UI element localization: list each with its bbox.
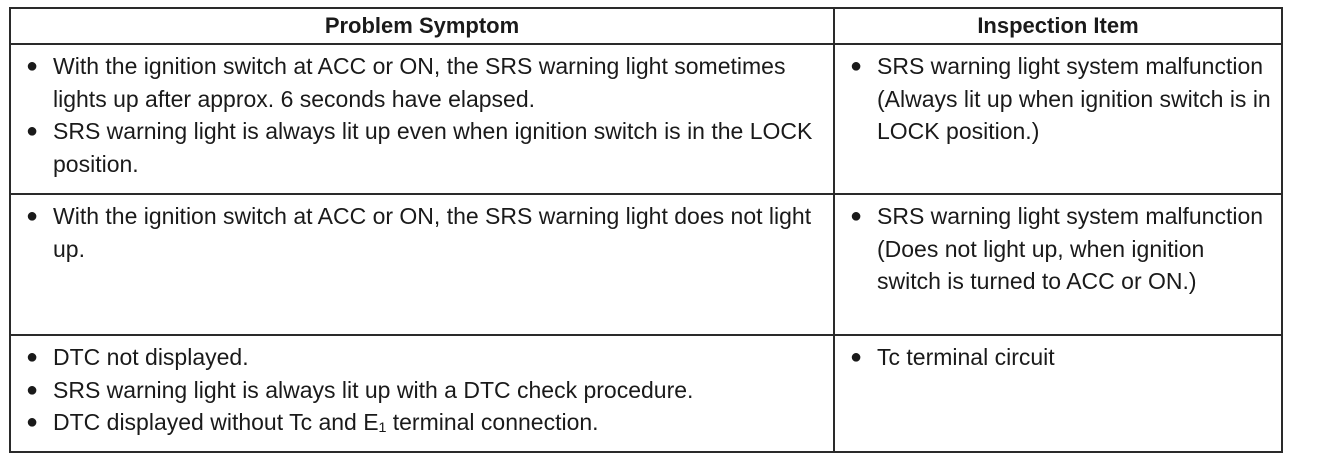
symptom-text: SRS warning light is always lit up even when ignition switch is in the LOCK position. <box>53 118 813 177</box>
inspection-cell <box>834 44 1282 194</box>
bullet-icon: ● <box>850 346 863 368</box>
inspection-list <box>847 200 1273 298</box>
table-row <box>10 44 1282 194</box>
symptom-inspection-table <box>9 7 1283 453</box>
list-item <box>23 341 825 374</box>
table-row <box>10 194 1282 335</box>
table-header-row <box>10 8 1282 44</box>
bullet-icon: ● <box>26 346 39 368</box>
inspection-list <box>847 50 1273 148</box>
bullet-icon: ● <box>850 55 863 77</box>
list-item <box>23 200 825 265</box>
table-row <box>10 335 1282 452</box>
list-item <box>23 115 825 180</box>
symptom-text: With the ignition switch at ACC or ON, the SRS warning light sometimes lights up after approx. 6 seconds have elapsed. <box>53 53 786 112</box>
list-item <box>847 341 1273 374</box>
inspection-text: SRS warning light system malfunction (Does not light up, when ignition switch is turned to ACC or ON.) <box>877 203 1264 294</box>
header-problem-symptom: Problem Symptom <box>10 8 834 44</box>
bullet-icon: ● <box>850 205 863 227</box>
bullet-icon: ● <box>26 378 39 401</box>
symptom-text: With the ignition switch at ACC or ON, the SRS warning light does not light up. <box>53 203 812 262</box>
symptom-list <box>23 50 825 180</box>
symptom-list <box>23 341 825 439</box>
header-inspection-item: Inspection Item <box>834 8 1282 44</box>
list-item <box>23 406 825 439</box>
symptom-text: DTC not displayed. <box>53 344 249 370</box>
symptom-list <box>23 200 825 265</box>
inspection-text: SRS warning light system malfunction (Always lit up when ignition switch is in LOCK position.) <box>877 53 1271 144</box>
symptom-text: DTC displayed without Tc and E₁ terminal connection. <box>53 409 599 435</box>
symptom-text: SRS warning light is always lit up with a DTC check procedure. <box>53 376 694 403</box>
bullet-icon: ● <box>26 55 39 77</box>
symptom-cell <box>10 335 834 452</box>
list-item <box>23 50 825 115</box>
bullet-icon: ● <box>26 205 39 227</box>
bullet-icon: ● <box>26 120 39 142</box>
inspection-list <box>847 341 1273 374</box>
list-item <box>847 50 1273 148</box>
symptom-cell <box>10 194 834 335</box>
inspection-cell <box>834 335 1282 452</box>
list-item <box>23 374 825 407</box>
symptom-cell <box>10 44 834 194</box>
list-item <box>847 200 1273 298</box>
inspection-cell <box>834 194 1282 335</box>
bullet-icon: ● <box>26 411 39 433</box>
inspection-text: Tc terminal circuit <box>877 344 1055 370</box>
